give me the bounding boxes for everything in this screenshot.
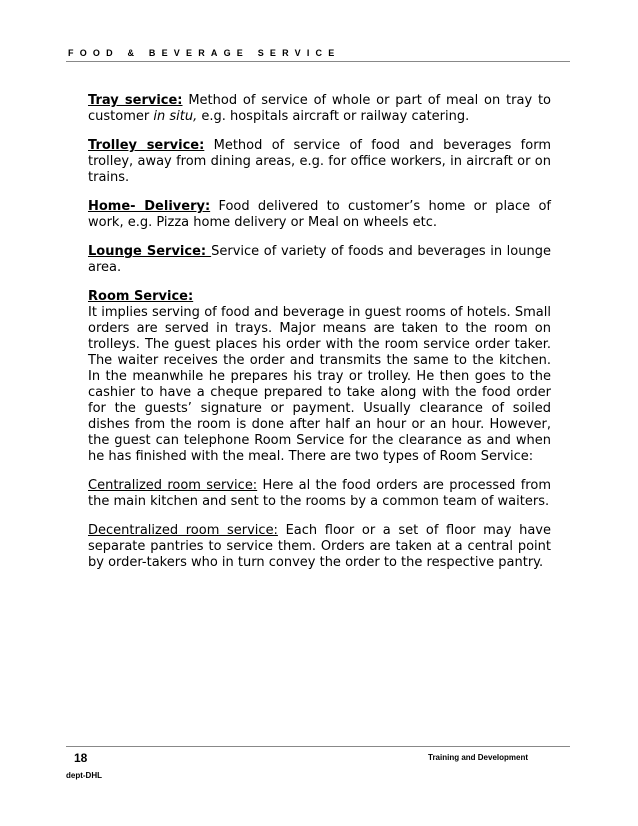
paragraph-home-delivery <box>88 199 551 231</box>
paragraph-lounge-service <box>88 244 551 276</box>
header-divider <box>66 61 570 62</box>
term-home-delivery: Home- Delivery: <box>88 199 211 214</box>
tray-text-b: e.g. hospitals aircraft or railway catering. <box>197 109 470 124</box>
term-lounge-service: Lounge Service: <box>88 244 212 259</box>
footer-department-title: Training and Development <box>428 753 529 762</box>
footer-divider <box>66 746 570 747</box>
term-room-service: Room Service: <box>88 289 194 304</box>
paragraph-decentralized-room-service <box>88 523 551 571</box>
tray-text-a: Method of service of whole or part of meal on tray to customer <box>88 93 552 124</box>
trolley-text: Method of service of food and beverages form trolley, away from dining areas, e.g. for office workers, in aircraft or on trains. <box>88 138 551 185</box>
paragraph-centralized-room-service <box>88 478 551 510</box>
term-centralized-room-service: Centralized room service: <box>88 478 258 493</box>
running-header-title: FOOD & BEVERAGE SERVICE <box>68 48 341 58</box>
term-tray-service: Tray service: <box>88 93 183 108</box>
term-trolley-service: Trolley service: <box>88 138 205 153</box>
room-service-text: It implies serving of food and beverage in guest rooms of hotels. Small orders are served in trays. Major means are taken to the room on trolleys. The guest places his order with the room service order taker. The waiter receives the order and transmits the same to the kitchen. In the meanwhile he prepares his tray or trolley. He then goes to the cashier to have a cheque prepared to take along with the food order for the guests’ signature or payment. Usually clearance of soiled dishes from the room is done after half an hour or an hour. However, the guest can telephone Room Service for the clearance as and when he has finished with the meal. There are two types of Room Service: <box>88 305 551 464</box>
paragraph-room-service <box>88 289 551 465</box>
tray-text-em: in situ, <box>153 109 198 124</box>
paragraph-trolley-service <box>88 138 551 186</box>
home-text: Food delivered to customer’s home or place of work, e.g. Pizza home delivery or Meal on wheels etc. <box>88 199 551 230</box>
decentralized-text: Each floor or a set of floor may have separate pantries to service them. Orders are taken at a central point by order-takers who in turn convey the order to the respective pantry. <box>88 523 551 570</box>
centralized-text: Here al the food orders are processed from the main kitchen and sent to the rooms by a common team of waiters. <box>88 478 551 509</box>
term-decentralized-room-service: Decentralized room service: <box>88 523 278 538</box>
paragraph-tray-service <box>88 93 551 125</box>
document-body <box>88 93 551 584</box>
footer-dept-label: dept-DHL <box>66 771 102 780</box>
page-number: 18 <box>74 751 88 765</box>
lounge-text: Service of variety of foods and beverages in lounge area. <box>88 244 551 275</box>
